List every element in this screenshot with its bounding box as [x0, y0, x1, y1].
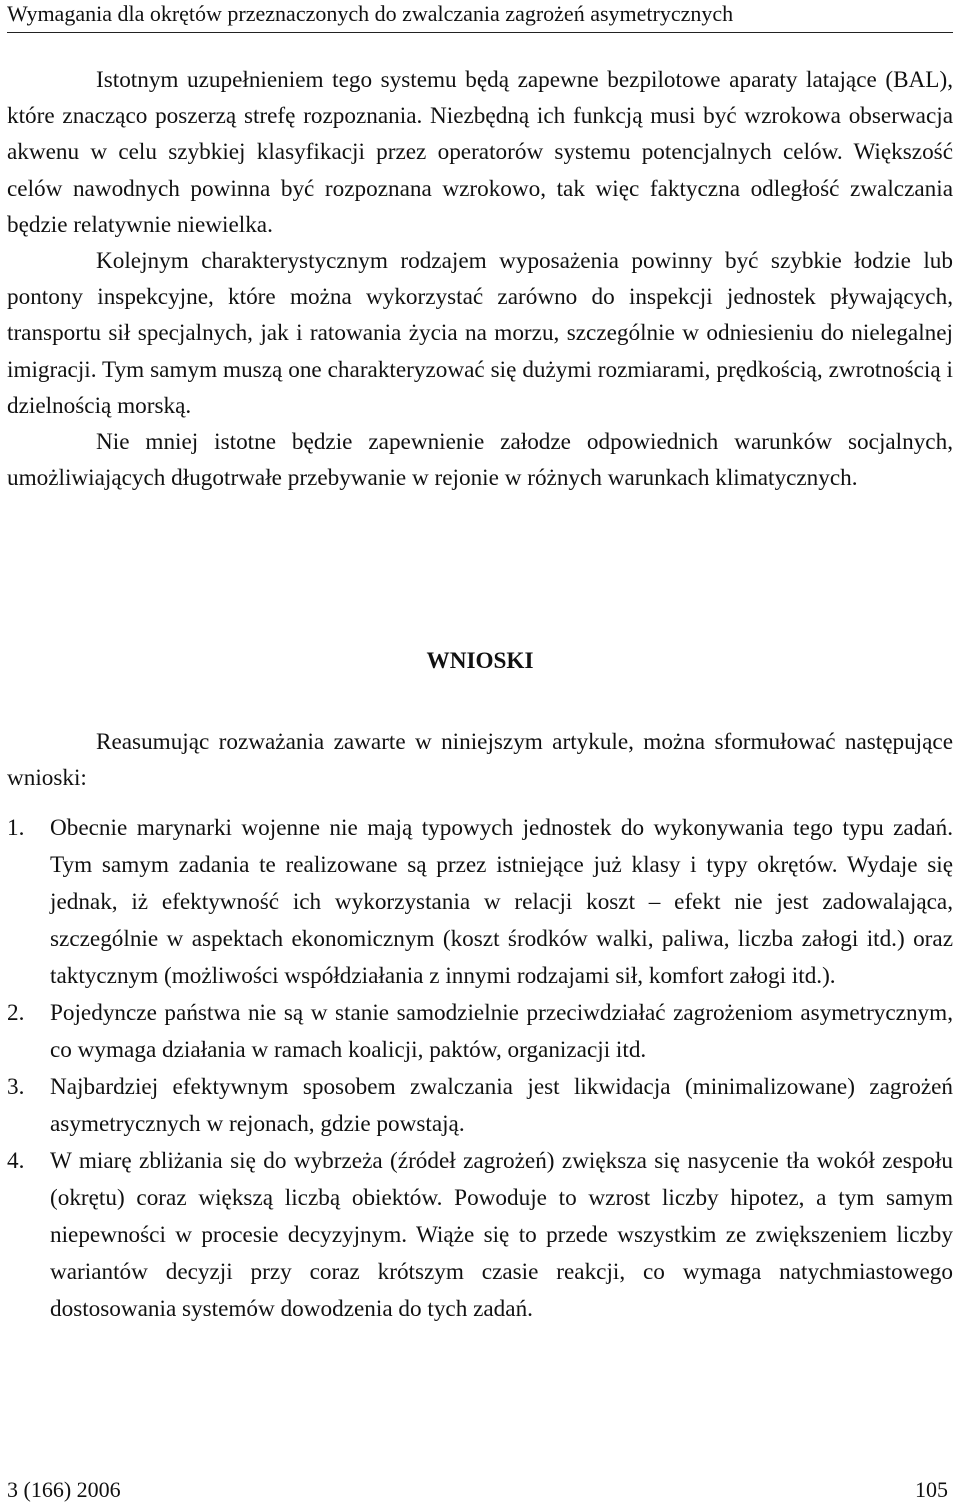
conclusions-list [7, 810, 953, 1328]
list-item [7, 1069, 953, 1143]
list-item-text: Obecnie marynarki wojenne nie mają typowych jednostek do wykonywania tego typu zadań. Tym samym zadania te realizowane są przez istniejące już klasy i typy okrętów. Wydaje się jednak, iż efektywność ich wykorzystania w relacji koszt – efekt nie jest zadowalająca, szczególnie w aspektach ekonomicznym (koszt środków walki, paliwa, liczba załogi itd.) oraz taktycznym (możliwości współdziałania z innymi rodzajami sił, komfort załogi itd.). [50, 815, 953, 989]
list-item [7, 1143, 953, 1328]
paragraph: Nie mniej istotne będzie zapewnienie załodze odpowiednich warunków socjalnych, umożliwiających długotrwałe przebywanie w rejonie w różnych warunkach klimatycznych. [7, 429, 953, 492]
list-item-number: 1. [7, 815, 25, 841]
list-item [7, 995, 953, 1069]
paragraph: Kolejnym charakterystycznym rodzajem wyposażenia powinny być szybkie łodzie lub pontony inspekcyjne, które można wykorzystać zarówno do inspekcji jednostek pływających, transportu sił specjalnych, jak i ratowania życia na morzu, szczególnie w odniesieniu do nielegalnej imigracji. Tym samym muszą one charakteryzować się dużymi rozmiarami, prędkością, zwrotnością i dzielnością morską. [7, 248, 953, 419]
issue-label: 3 (166) 2006 [7, 1477, 121, 1502]
paragraph: Istotnym uzupełnieniem tego systemu będą zapewne bezpilotowe aparaty latające (BAL), które znacząco poszerzą strefę rozpoznania. Niezbędną ich funkcją musi być wzrokowa obserwacja akwenu w celu szybkiej klasyfikacji przez operatorów systemu potencjalnych celów. Większość celów nawodnych powinna być rozpoznana wzrokowo, tak więc faktyczna odległość zwalczania będzie relatywnie niewielka. [7, 67, 953, 238]
page-number: 105 [915, 1477, 948, 1502]
list-item-text: W miarę zbliżania się do wybrzeża (źródeł zagrożeń) zwiększa się nasycenie tła wokół zespołu (okrętu) coraz większą liczbą obiektów. Powoduje to wzrost liczby hipotez, a tym samym niepewności w procesie decyzyjnym. Wiąże się to przede wszystkim ze zwiększeniem liczby wariantów decyzji przy coraz krótszym czasie reakcji, co wymaga natychmiastowego dostosowania systemów dowodzenia do tych zadań. [50, 1148, 953, 1322]
list-item-number: 2. [7, 1000, 25, 1026]
list-item-text: Najbardziej efektywnym sposobem zwalczania jest likwidacja (minimalizowane) zagrożeń asymetrycznych w rejonach, gdzie powstają. [50, 1074, 953, 1137]
intro-paragraph: Reasumując rozważania zawarte w niniejszym artykule, można sformułować następujące wnioski: [7, 729, 953, 792]
list-item-number: 4. [7, 1148, 25, 1174]
list-item-number: 3. [7, 1074, 25, 1100]
running-header: Wymagania dla okrętów przeznaczonych do zwalczania zagrożeń asymetrycznych [7, 0, 953, 33]
list-item [7, 810, 953, 995]
body-text [7, 62, 953, 496]
section-title: WNIOSKI [426, 648, 534, 674]
list-item-text: Pojedyncze państwa nie są w stanie samodzielnie przeciwdziałać zagrożeniom asymetrycznym, co wymaga działania w ramach koalicji, paktów, organizacji itd. [50, 1000, 953, 1063]
section-intro [7, 724, 953, 796]
